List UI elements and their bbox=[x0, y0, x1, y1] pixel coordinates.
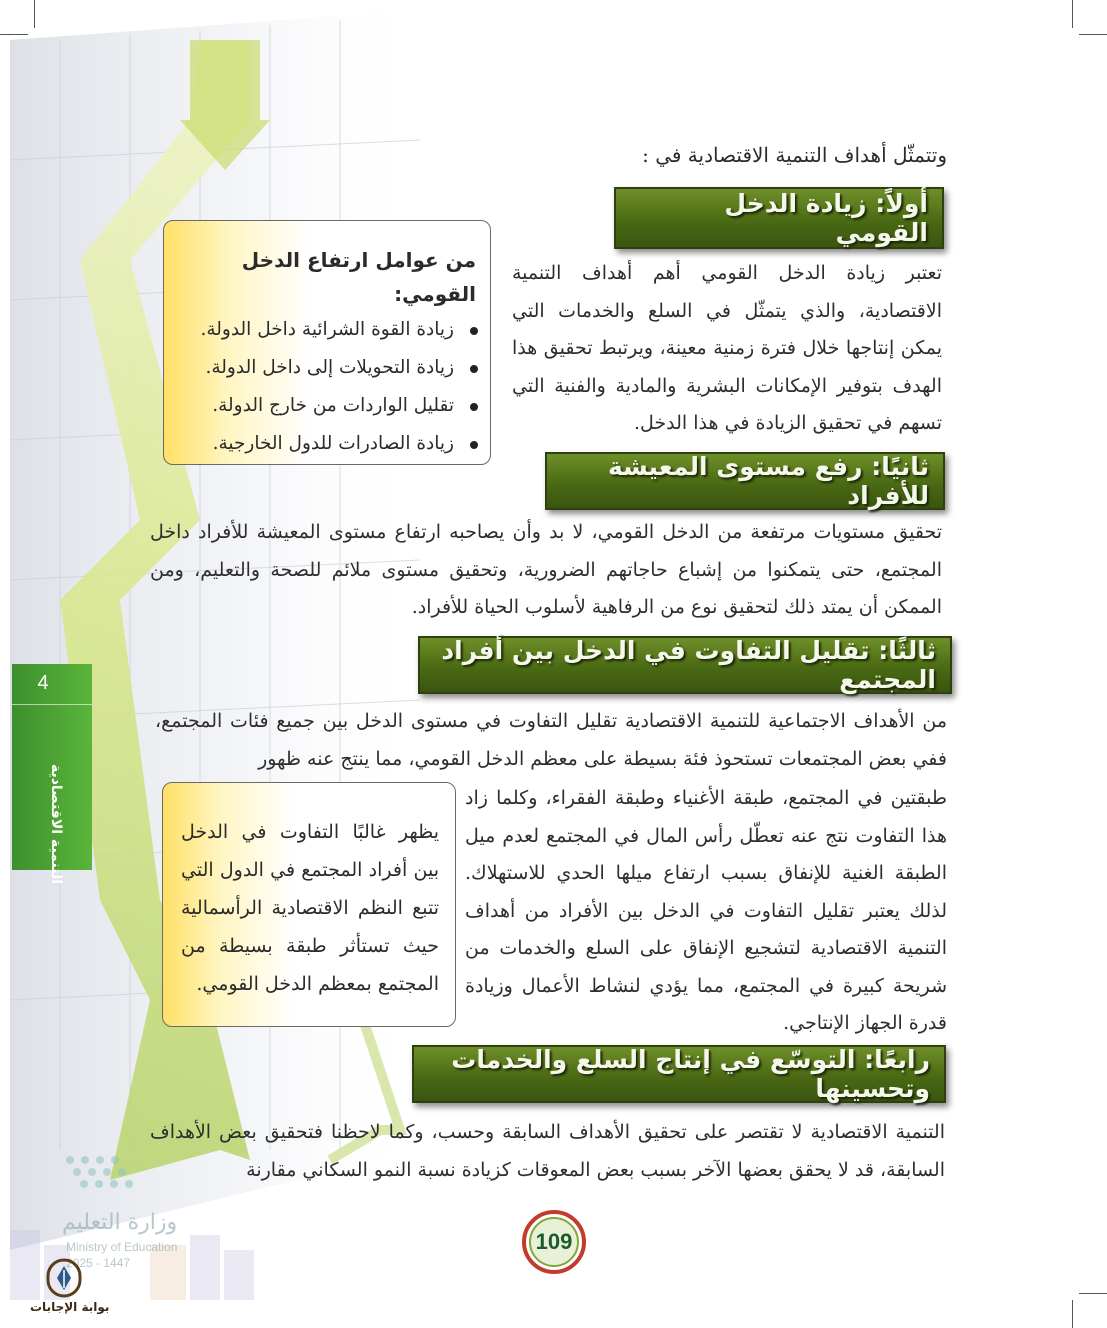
chapter-number: 4 bbox=[37, 672, 49, 694]
factors-box bbox=[163, 220, 491, 465]
section-heading-3 bbox=[418, 636, 952, 694]
section-body-1: تعتبر زيادة الدخل القومي أهم أهداف التنمية الاقتصادية، والذي يتمثّل في السلع والخدمات التي يمكن إنتاجها خلال فترة زمنية معينة، ويرتبط تحقيق هذا الهدف بتوفير الإمكانات البشرية والمادية والفنية التي تسهم في تحقيق الزيادة في هذا الدخل. bbox=[512, 262, 942, 434]
note-box-text: يظهر غالبًا التفاوت في الدخل بين أفراد المجتمع في الدول التي تتبع النظم الاقتصادية الرأسمالية حيث تستأثر طبقة بسيطة من المجتمع بمعظم الدخل القومي. bbox=[181, 821, 439, 995]
section-body-4: التنمية الاقتصادية لا تقتصر على تحقيق الأهداف السابقة وحسب، وكما لاحظنا فتحقيق بعض الأهداف السابقة، قد لا يحقق بعضها الآخر بسبب بعض المعوقات كزيادة نسبة النمو السكاني مقارنة bbox=[150, 1121, 945, 1181]
section-heading-1-label: أولاً: زيادة الدخل القومي bbox=[724, 189, 928, 247]
section-heading-4 bbox=[412, 1045, 946, 1103]
factors-box-title: من عوامل ارتفاع الدخل القومي: bbox=[241, 248, 476, 306]
intro-text: وتتمثّل أهداف التنمية الاقتصادية في : bbox=[642, 143, 947, 167]
factor-item: تقليل الواردات من خارج الدولة. bbox=[174, 387, 454, 425]
answers-portal-logo-icon bbox=[44, 1258, 84, 1298]
factor-item: زيادة التحويلات إلى داخل الدولة. bbox=[174, 349, 454, 387]
ministry-year-text: 2025 - 1447 bbox=[66, 1256, 131, 1270]
factor-item: زيادة الصادرات للدول الخارجية. bbox=[174, 425, 454, 463]
ministry-arabic-text: وزارة التعليم bbox=[62, 1210, 178, 1235]
section-heading-2 bbox=[545, 452, 945, 510]
answers-portal-label: بوابة الإجابات bbox=[30, 1300, 110, 1314]
note-box bbox=[162, 782, 456, 1027]
ministry-english-text: Ministry of Education bbox=[66, 1240, 178, 1254]
page-number: 109 bbox=[529, 1217, 579, 1267]
factors-list bbox=[174, 311, 476, 463]
section-body-3-side: طبقتين في المجتمع، طبقة الأغنياء وطبقة الفقراء، وكلما زاد هذا التفاوت نتج عنه تعطّل رأس المال في المجتمع لعدم ميل الطبقة الغنية للإنفاق بسبب ارتفاع ميلها الحدي للاستهلاك. لذلك يعتبر تقليل التفاوت في الدخل بين الأفراد من أهداف التنمية الاقتصادية لتشجيع الإنفاق على السلع والخدمات من شريحة كبيرة في المجتمع، مما يؤدي لنشاط الأعمال وزيادة قدرة الجهاز الإنتاجي. bbox=[465, 787, 947, 1034]
section-heading-1 bbox=[614, 187, 944, 249]
section-body-2: تحقيق مستويات مرتفعة من الدخل القومي، لا بد وأن يصاحبه ارتفاع مستوى المعيشة للأفراد داخل المجتمع، حتى يتمكنوا من إشباع حاجاتهم الضرورية، وتحقيق مستوى ملائم للصحة والتعليم، ومن الممكن أن يمتد ذلك لتحقيق نوع من الرفاهية لأسلوب الحياة للأفراد. bbox=[150, 521, 942, 618]
factor-item: زيادة القوة الشرائية داخل الدولة. bbox=[174, 311, 454, 349]
chapter-side-tab bbox=[12, 664, 92, 885]
section-heading-2-label: ثانيًا: رفع مستوى المعيشة للأفراد bbox=[607, 452, 929, 510]
page-number-badge bbox=[522, 1210, 586, 1274]
chapter-title: التنمية الاقتصادية bbox=[48, 763, 64, 885]
section-heading-3-label: ثالثًا: تقليل التفاوت في الدخل بين أفراد المجتمع bbox=[441, 636, 936, 694]
chapter-tab-divider bbox=[12, 704, 92, 705]
section-body-3-top: من الأهداف الاجتماعية للتنمية الاقتصادية تقليل التفاوت في مستوى الدخل بين جميع فئات المجتمع، ففي بعض المجتمعات تستحوذ فئة بسيطة على معظم الدخل القومي، مما ينتج عنه ظهور bbox=[155, 710, 947, 770]
section-heading-4-label: رابعًا: التوسّع في إنتاج السلع والخدمات وتحسينها bbox=[451, 1045, 930, 1103]
